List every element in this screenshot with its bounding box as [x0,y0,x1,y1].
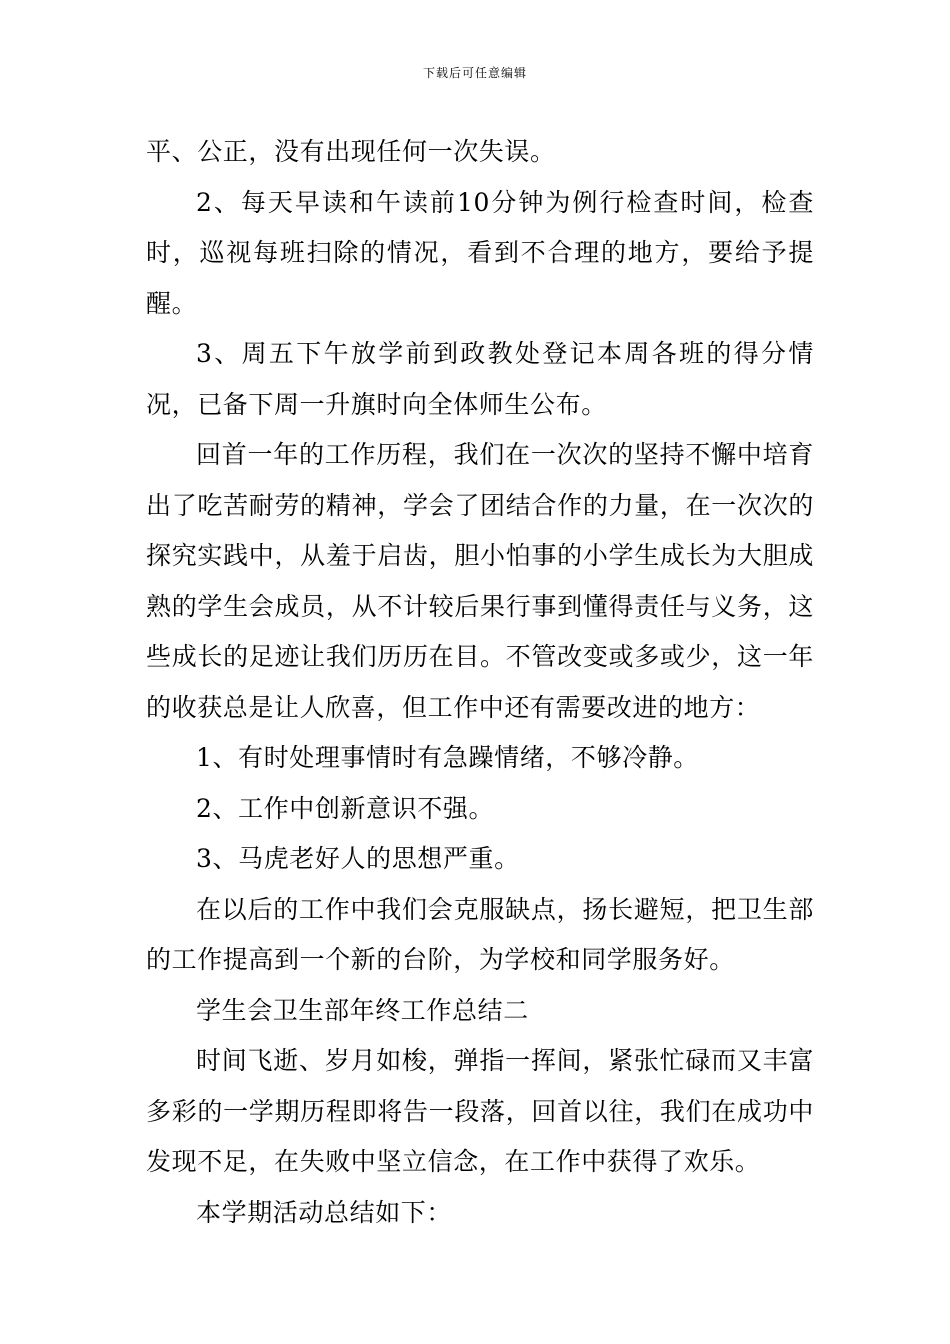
paragraph-review: 回首一年的工作历程，我们在一次次的坚持不懈中培育出了吃苦耐劳的精神，学会了团结合作的力量，在一次次的探究实践中，从羞于启齿，胆小怕事的小学生成长为大胆成熟的学生会成员，从不计较后果行事到懂得责任与义务，这些成长的足迹让我们历历在目。不管改变或多或少，这一年的收获总是让人欣喜，但工作中还有需要改进的地方： [146,440,814,722]
paragraph-continuation: 平、公正，没有出现任何一次失误。 [146,137,556,166]
paragraph-shortcoming-1: 1、有时处理事情时有急躁情绪，不够冷静。 [196,743,699,772]
paragraph-summary-lead: 本学期活动总结如下： [196,1197,453,1227]
page-header: 下载后可任意编辑 [422,66,527,80]
section-heading: 学生会卫生部年终工作总结二 [196,995,529,1025]
paragraph-shortcoming-3: 3、马虎老好人的思想严重。 [196,844,520,873]
paragraph-item-3: 3、周五下午放学前到政教处登记本周各班的得分情况，已备下周一升旗时向全体师生公布。 [146,339,814,419]
paragraph-shortcoming-2: 2、工作中创新意识不强。 [196,793,495,823]
paragraph-future: 在以后的工作中我们会克服缺点，扬长避短，把卫生部的工作提高到一个新的台阶，为学校和同学服务好。 [146,894,814,974]
document-body [146,127,814,1238]
paragraph-intro: 时间飞逝、岁月如梭，弹指一挥间，紧张忙碌而又丰富多彩的一学期历程即将告一段落，回首以往，我们在成功中发现不足，在失败中坚立信念，在工作中获得了欢乐。 [146,1046,814,1176]
paragraph-item-2: 2、每天早读和午读前10分钟为例行检查时间，检查时，巡视每班扫除的情况，看到不合理的地方，要给予提醒。 [146,187,814,318]
